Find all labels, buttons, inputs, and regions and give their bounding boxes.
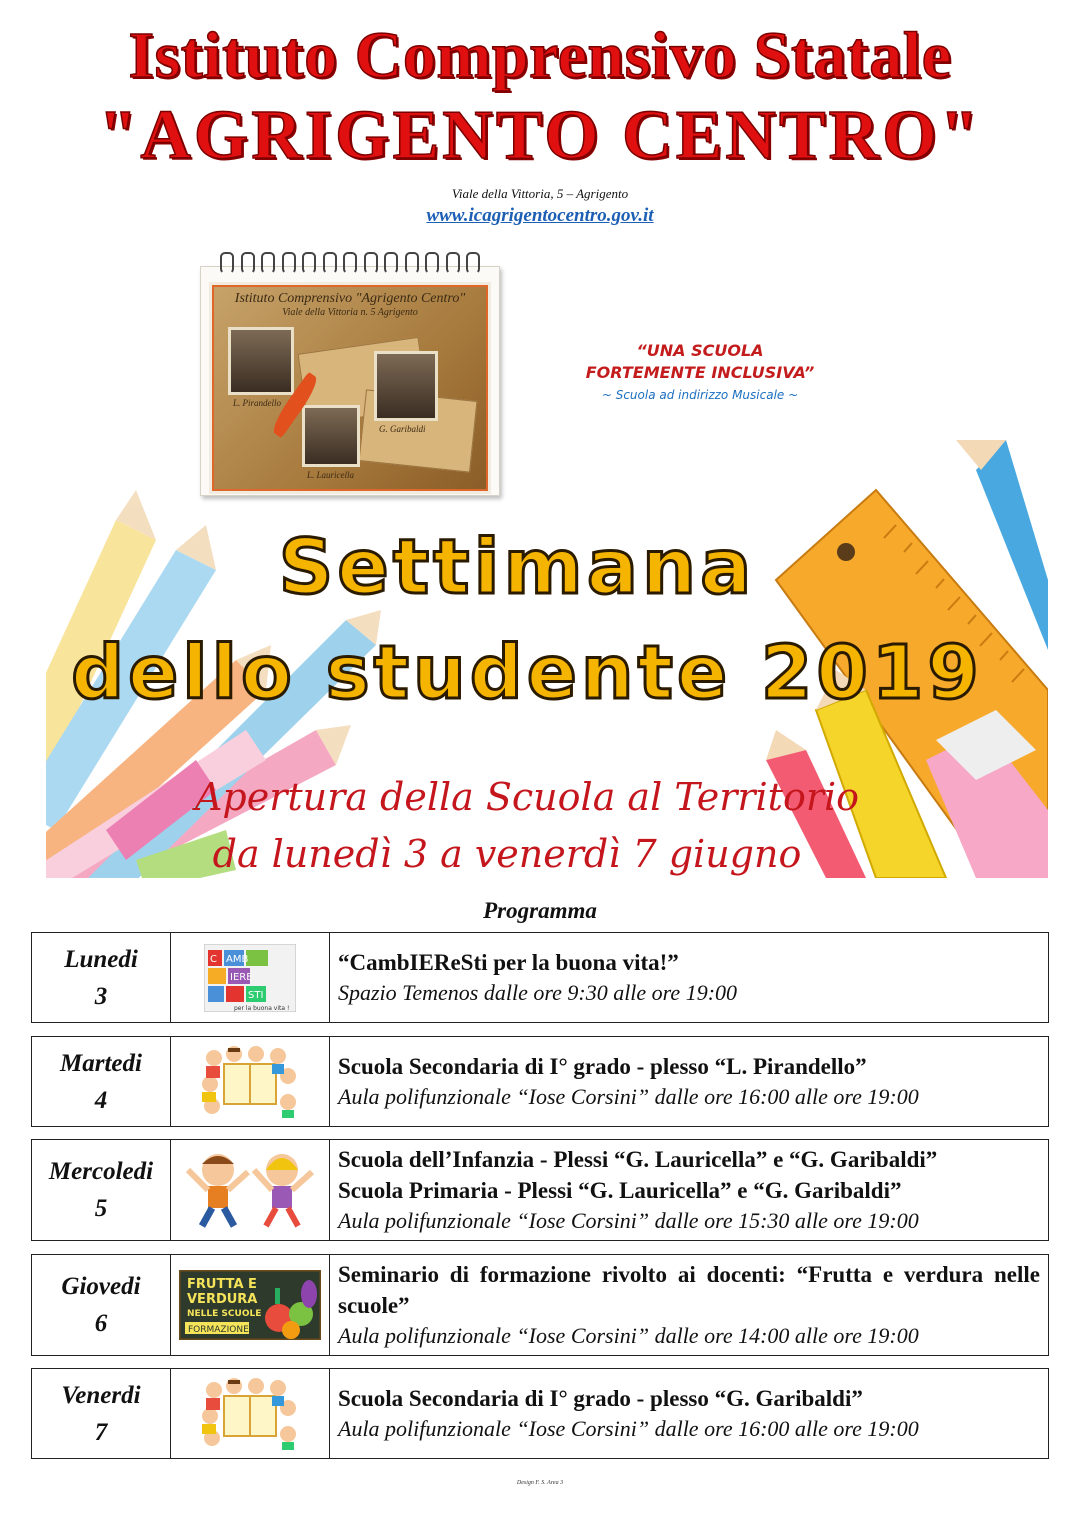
event-cell — [330, 1369, 1048, 1458]
day-cell — [32, 1369, 171, 1458]
event-location-time: Spazio Temenos dalle ore 9:30 alle ore 19:00 — [338, 980, 738, 1005]
event-location-time: Aula polifunzionale “Iose Corsini” dalle ore 16:00 alle ore 19:00 — [338, 1416, 919, 1441]
day-number: 5 — [94, 1195, 108, 1222]
banner-title-line-1: Settimana — [278, 522, 756, 611]
day-cell — [32, 1037, 171, 1126]
event-title: Seminario di formazione rivolto ai docenti: “Frutta e verdura nelle scuole” — [338, 1262, 1040, 1318]
two-kids-jumping-icon — [180, 1150, 320, 1230]
schedule-row-friday — [31, 1368, 1049, 1459]
portrait-garibaldi — [374, 351, 438, 434]
board-text: FRUTTA E — [187, 1277, 257, 1292]
banner-subtitle-2: da lunedì 3 a venerdì 7 giugno — [212, 832, 802, 876]
event-cell — [330, 1037, 1048, 1126]
logo-subheading: Viale della Vittoria n. 5 Agrigento — [282, 307, 418, 318]
board-text: VERDURA — [187, 1292, 258, 1307]
cambieresti-logo-icon — [204, 944, 296, 1012]
day-number: 3 — [94, 982, 108, 1010]
board-text: FORMAZIONE — [188, 1325, 249, 1335]
motto-line-3: ~ Scuola ad indirizzo Musicale ~ — [601, 388, 799, 402]
schedule-row-wednesday — [31, 1139, 1049, 1241]
logo-text: STI — [248, 989, 264, 1001]
day-name: Mercoledi — [48, 1158, 154, 1185]
logo-text: C — [210, 953, 217, 965]
design-credit: Design F. S. Area 3 — [516, 1480, 564, 1486]
logo-text: IERE — [230, 971, 253, 983]
logo-text: per la buona vita ! — [234, 1004, 290, 1012]
address: Viale della Vittoria, 5 – Agrigento — [451, 186, 629, 201]
logo-text: AMB — [226, 953, 249, 965]
event-cell — [330, 1140, 1048, 1240]
event-location-time: Aula polifunzionale “Iose Corsini” dalle ore 14:00 alle ore 19:00 — [338, 1323, 919, 1348]
frutta-verdura-blackboard-icon — [179, 1270, 321, 1340]
banner-subtitle-1: Apertura della Scuola al Territorio — [194, 775, 860, 819]
day-name: Martedi — [60, 1049, 142, 1077]
school-name: "AGRIGENTO CENTRO" — [98, 97, 982, 174]
board-text: NELLE SCUOLE — [187, 1309, 262, 1319]
children-book-icon — [200, 1378, 300, 1450]
portrait-label: G. Garibaldi — [379, 424, 426, 434]
event-cell — [330, 1255, 1048, 1355]
schedule-row-thursday — [31, 1254, 1049, 1356]
event-title: Scuola Primaria - Plessi “G. Lauricella” e “G. Garibaldi” — [338, 1178, 902, 1203]
day-name: Lunedi — [64, 945, 138, 973]
image-cell — [171, 1255, 330, 1355]
programma-heading: Programma — [483, 898, 597, 923]
event-title: “CambIEReSti per la buona vita!” — [338, 950, 679, 975]
portrait-pirandello — [228, 327, 294, 408]
day-number: 4 — [94, 1086, 108, 1114]
logo-heading: Istituto Comprensivo "Agrigento Centro" — [234, 291, 466, 306]
day-number: 6 — [94, 1310, 108, 1337]
portrait-label: L. Pirandello — [233, 398, 282, 408]
website-link[interactable]: www.icagrigentocentro.gov.it — [426, 205, 654, 226]
event-location-time: Aula polifunzionale “Iose Corsini” dalle ore 16:00 alle ore 19:00 — [338, 1084, 919, 1109]
school-motto — [560, 340, 840, 402]
children-book-icon — [200, 1046, 300, 1118]
event-cell — [330, 933, 1048, 1022]
day-name: Venerdi — [61, 1381, 141, 1409]
event-banner — [46, 430, 1048, 878]
day-number: 7 — [94, 1418, 108, 1446]
schedule-row-tuesday — [31, 1036, 1049, 1127]
schedule-row-monday — [31, 932, 1049, 1023]
event-title: Scuola dell’Infanzia - Plessi “G. Lauricella” e “G. Garibaldi” — [338, 1147, 938, 1172]
institute-title: Istituto Comprensivo Statale — [128, 19, 952, 92]
day-cell — [32, 1140, 171, 1240]
day-cell — [32, 933, 171, 1022]
motto-line-2: FORTEMENTE INCLUSIVA” — [585, 363, 815, 382]
event-location-time: Aula polifunzionale “Iose Corsini” dalle ore 15:30 alle ore 19:00 — [338, 1208, 919, 1233]
event-title: Scuola Secondaria di I° grado - plesso “G. Garibaldi” — [338, 1386, 863, 1411]
image-cell — [171, 1369, 330, 1458]
day-name: Giovedi — [61, 1273, 141, 1300]
portrait-label: L. Lauricella — [307, 470, 355, 480]
day-cell — [32, 1255, 171, 1355]
image-cell — [171, 1037, 330, 1126]
event-title: Scuola Secondaria di I° grado - plesso “L. Pirandello” — [338, 1054, 867, 1079]
image-cell — [171, 933, 330, 1022]
spiral-rings — [220, 252, 480, 276]
image-cell — [171, 1140, 330, 1240]
motto-line-1: “UNA SCUOLA — [636, 341, 764, 360]
banner-title-line-2: dello studente 2019 — [71, 630, 983, 716]
